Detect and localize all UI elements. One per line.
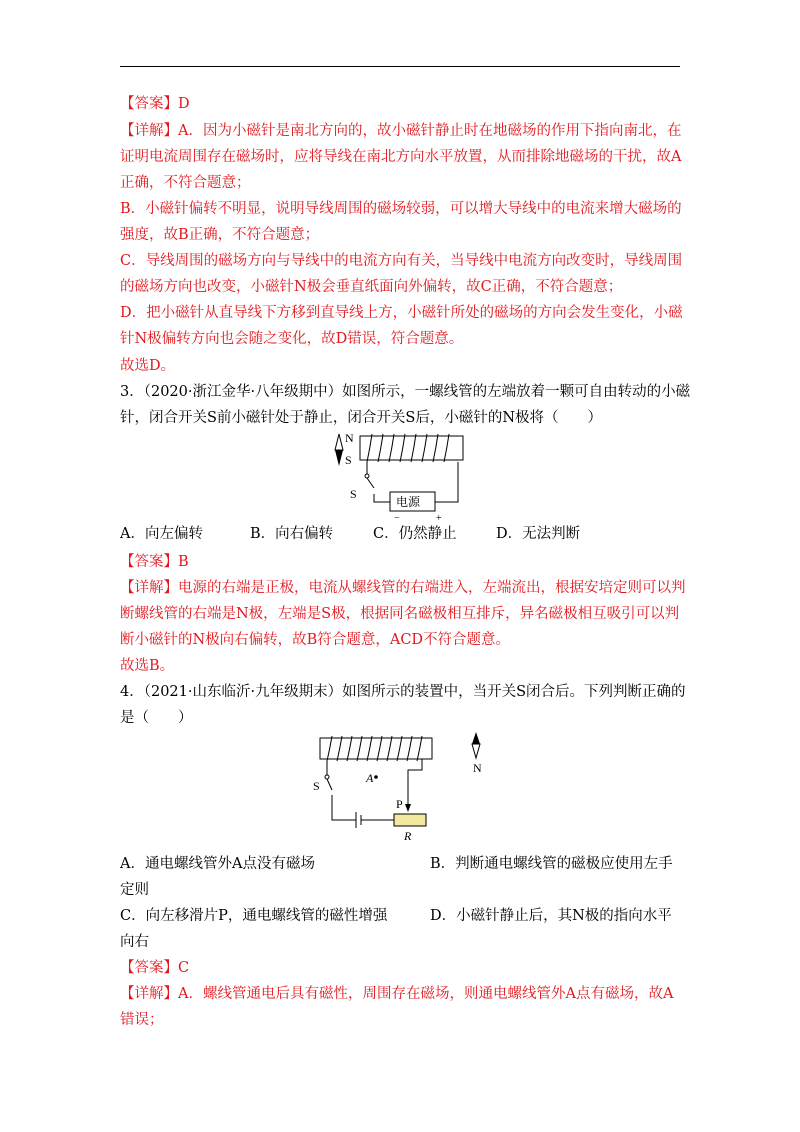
answer-q3: 【答案】B bbox=[120, 554, 189, 570]
rheostat bbox=[394, 814, 426, 826]
switch-label: S bbox=[313, 779, 320, 793]
question-3-stem-1: 3．（2020·浙江金华·八年级期中）如图所示，一螺线管的左端放着一颗可自由转动的小磁 bbox=[120, 384, 691, 400]
terminal-minus: − bbox=[394, 513, 400, 524]
explain-q3-line-1: 【详解】电源的右端是正极，电流从螺线管的右端进入，左端流出，根据安培定则可以判 bbox=[120, 580, 686, 596]
option-3-b[interactable]: B．向右偏转 bbox=[250, 526, 334, 542]
power-source-label: 电源 bbox=[396, 495, 421, 509]
option-3-c[interactable]: C．仍然静止 bbox=[373, 526, 457, 542]
option-4-d[interactable]: D．小磁针静止后，其N极的指向水平 bbox=[430, 908, 672, 924]
compass-needle-icon bbox=[335, 434, 343, 450]
figure-q4-solenoid-circuit bbox=[310, 728, 495, 848]
answer-q4: 【答案】C bbox=[120, 960, 190, 976]
point-label: A bbox=[366, 771, 374, 785]
top-rule bbox=[120, 66, 680, 67]
option-3-d[interactable]: D．无法判断 bbox=[496, 526, 581, 542]
resistor-label: R bbox=[404, 829, 412, 843]
option-4-a-cont: 定则 bbox=[120, 882, 149, 898]
explain-q2-line-5: 强度，故B正确，不符合题意； bbox=[120, 227, 320, 243]
explain-q2-line-7: 的磁场方向也改变，小磁针N极会垂直纸面向外偏转，故C正确，不符合题意； bbox=[120, 279, 623, 295]
point-a-dot bbox=[374, 775, 378, 779]
explain-q2-line-6: C．导线周围的磁场方向与导线中的电流方向有关，当导线中电流方向改变时，导线周围 bbox=[120, 253, 683, 269]
choose-q2: 故选D。 bbox=[120, 358, 176, 374]
explain-q3-line-3: 断小磁针的N极向右偏转，故B符合题意，ACD不符合题意。 bbox=[120, 632, 511, 648]
switch-label: S bbox=[350, 487, 357, 501]
option-4-c[interactable]: C．向左移滑片P，通电螺线管的磁性增强 bbox=[120, 908, 388, 924]
compass-needle-icon bbox=[472, 732, 480, 744]
solenoid-tube bbox=[360, 436, 463, 460]
slider-arrow bbox=[405, 804, 411, 812]
explain-q2-line-9: 针N极偏转方向也会随之变化，故D错误，符合题意。 bbox=[120, 331, 464, 347]
answer-q2: 【答案】D bbox=[120, 96, 190, 112]
needle-label-n: N bbox=[473, 761, 482, 775]
explain-q2-line-8: D．把小磁针从直导线下方移到直导线上方，小磁针所处的磁场的方向会发生变化，小磁 bbox=[120, 305, 683, 321]
switch-pivot bbox=[365, 474, 369, 478]
needle-label-s: S bbox=[345, 453, 352, 467]
figure-q3-solenoid-circuit bbox=[330, 428, 475, 524]
question-4-stem-1: 4．（2021·山东临沂·九年级期末）如图所示的装置中，当开关S闭合后。下列判断正确的 bbox=[120, 684, 686, 700]
option-3-a[interactable]: A．向左偏转 bbox=[120, 526, 203, 542]
slider-label: P bbox=[396, 797, 403, 811]
option-4-c-cont: 向右 bbox=[120, 934, 149, 950]
explain-q4-line-2: 错误； bbox=[120, 1012, 164, 1028]
option-4-b[interactable]: B．判断通电螺线管的磁极应使用左手 bbox=[430, 856, 673, 872]
needle-label-n: N bbox=[345, 431, 354, 445]
option-4-a[interactable]: A．通电螺线管外A点没有磁场 bbox=[120, 856, 315, 872]
explain-q4-line-1: 【详解】A．螺线管通电后具有磁性，周围存在磁场，则通电螺线管外A点有磁场，故A bbox=[120, 986, 674, 1002]
choose-q3: 故选B。 bbox=[120, 658, 175, 674]
question-4-stem-2: 是（ ） bbox=[120, 710, 193, 726]
terminal-plus: + bbox=[436, 513, 442, 524]
explain-q2-line-3: 正确，不符合题意； bbox=[120, 175, 251, 191]
solenoid-tube bbox=[320, 738, 432, 759]
explain-q3-line-2: 断螺线管的右端是N极，左端是S极，根据同名磁极相互排斥，异名磁极相互吸引可以判 bbox=[120, 606, 680, 622]
explain-q2-line-4: B．小磁针偏转不明显，说明导线周围的磁场较弱，可以增大导线中的电流来增大磁场的 bbox=[120, 201, 682, 217]
explain-q2-line-2: 证明电流周围存在磁场时，应将导线在南北方向水平放置，从而排除地磁场的干扰，故A bbox=[120, 149, 682, 165]
switch-pivot bbox=[325, 775, 329, 779]
explain-q2-line-1: 【详解】A．因为小磁针是南北方向的，故小磁针静止时在地磁场的作用下指向南北，在 bbox=[120, 123, 682, 139]
question-3-stem-2: 针，闭合开关S前小磁针处于静止，闭合开关S后，小磁针的N极将（ ） bbox=[120, 410, 603, 426]
